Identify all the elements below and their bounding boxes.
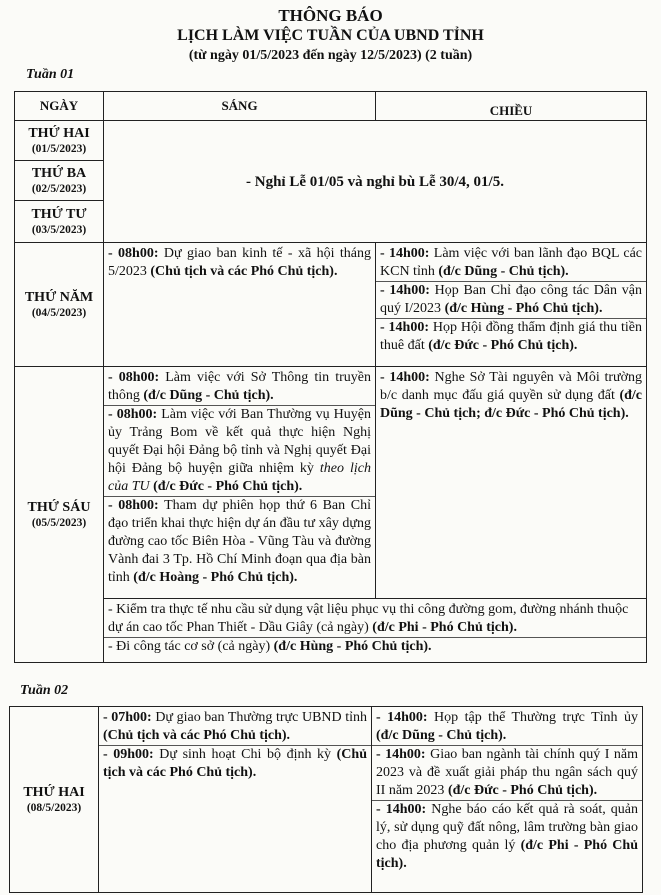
item-attendee: (đ/c Hùng - Phó Chủ tịch). [444, 301, 603, 316]
item-time: - 08h00: [108, 407, 158, 422]
row-mon-w2 [10, 707, 643, 893]
item-attendee: (đ/c Hùng - Phó Chủ tịch). [273, 639, 432, 654]
notice-title: THÔNG BÁO [278, 6, 383, 25]
day-date: (08/5/2023) [26, 802, 82, 814]
item-attendee: (đ/c Hoàng - Phó Chủ tịch). [133, 570, 298, 585]
row-fri-fullday [15, 599, 647, 663]
item-attendee: (đ/c Dũng - Chủ tịch). [143, 388, 274, 403]
item-time: - 14h00: [380, 320, 429, 335]
schedule-item [104, 637, 646, 656]
item-text: - Đi công tác cơ sở (cả ngày) [108, 639, 274, 654]
item-attendee: (đ/c Phi - Phó Chủ tịch). [376, 838, 638, 871]
item-time: - 14h00: [380, 370, 430, 385]
item-time: - 08h00: [108, 246, 159, 261]
mon-afternoon-cell-w2 [372, 707, 643, 893]
mon-morning-cell-w2 [99, 707, 372, 893]
week-1-table [14, 91, 647, 663]
item-attendee: (đ/c Dũng - Chủ tịch; đ/c Đức - Phó Chủ tịch). [380, 388, 642, 421]
fri-fullday-cell [104, 599, 647, 663]
item-time: - 09h00: [103, 747, 154, 762]
fri-morning-cell [104, 367, 376, 599]
day-date: (03/5/2023) [31, 224, 87, 236]
row-mon [15, 121, 647, 161]
item-time: - 08h00: [108, 498, 159, 513]
holiday-text: - Nghỉ Lễ 01/05 và nghỉ bù Lễ 30/4, 01/5. [246, 173, 504, 190]
row-fri [15, 367, 647, 599]
item-text: Dự giao ban kinh tế - xã hội tháng 5/2023 [108, 246, 371, 279]
item-attendee: (đ/c Dũng - Chủ tịch). [438, 264, 569, 279]
item-text: Làm việc với ban lãnh đạo BQL các KCN tỉnh [380, 246, 642, 279]
week-2-label: Tuần 02 [20, 683, 69, 698]
day-date: (02/5/2023) [31, 183, 87, 195]
week-1-label: Tuần 01 [26, 67, 75, 82]
item-text: Giao ban ngành tài chính quý I năm 2023 và đề xuất giải pháp thu ngân sách quý II năm 2023 [376, 747, 638, 798]
item-attendee: (đ/c Đức - Phó Chủ tịch). [149, 479, 303, 494]
item-text: Nghe Sở Tài nguyên và Môi trường b/c danh mục đấu giá quyền sử dụng đất [380, 370, 642, 403]
item-text: Làm việc với Sở Thông tin truyền thông [108, 370, 371, 403]
schedule-item [380, 245, 642, 281]
item-time: - 14h00: [380, 283, 430, 298]
schedule-item [99, 745, 371, 782]
item-time: - 14h00: [380, 246, 430, 261]
item-time: - 14h00: [376, 710, 428, 725]
item-attendee: (Chủ tịch và các Phó Chủ tịch). [103, 728, 291, 743]
thu-morning-cell [104, 243, 376, 367]
day-name: THỨ HAI [23, 785, 85, 800]
day-name: THỨ BA [31, 166, 87, 181]
item-time: - 07h00: [103, 710, 152, 725]
item-text: Dự giao ban Thường trực UBND tỉnh [151, 710, 367, 725]
schedule-item [376, 281, 646, 318]
item-note: theo lịch của TU [108, 461, 371, 494]
item-time: - 14h00: [376, 802, 427, 817]
holiday-cell [104, 121, 647, 243]
header-row [15, 92, 647, 121]
item-text: Họp tập thể Thường trực Tỉnh ủy [427, 710, 638, 725]
schedule-item [108, 369, 371, 405]
thu-afternoon-cell [376, 243, 647, 367]
day-cell-fri [15, 367, 104, 663]
col-header-day: NGÀY [15, 92, 104, 121]
item-text: Nghe báo cáo kết quả rà soát, quản lý, sử dụng quỹ đất nông, lâm trường bàn giao cho địa phương quản lý [376, 802, 638, 853]
date-range: (từ ngày 01/5/2023 đến ngày 12/5/2023) (2 tuần) [188, 48, 473, 63]
schedule-item [376, 709, 638, 745]
item-text: - Kiểm tra thực tế nhu cầu sử dụng vật liệu phục vụ thi công đường gom, đường nhánh thuộc dự án cao tốc Phan Thiết - Dầu Giây (cả ngày) [108, 602, 629, 635]
schedule-title: LỊCH LÀM VIỆC TUẦN CỦA UBND TỈNH [177, 27, 484, 44]
col-header-morning: SÁNG [104, 92, 376, 121]
day-name: THỨ HAI [28, 126, 90, 141]
day-cell-thu [15, 243, 104, 367]
schedule-item [376, 318, 646, 355]
schedule-item [372, 745, 642, 800]
schedule-item [108, 245, 371, 281]
item-attendee: (Chủ tịch và các Phó Chủ tịch). [150, 264, 338, 279]
day-name: THỨ SÁU [27, 500, 91, 515]
schedule-item [108, 601, 642, 637]
day-cell-wed [15, 201, 104, 243]
fri-afternoon-cell [376, 367, 647, 599]
row-thu [15, 243, 647, 367]
item-time: - 08h00: [108, 370, 160, 385]
week-2-table [9, 706, 643, 893]
item-text: Dự sinh hoạt Chi bộ định kỳ [153, 747, 337, 762]
item-attendee: (đ/c Dũng - Chủ tịch). [376, 728, 507, 743]
item-text: Tham dự phiên họp thứ 6 Ban Chỉ đạo triển khai thực hiện dự án đầu tư xây dựng đường cao tốc Biên Hòa - Vũng Tàu và đường Vành đai 3 Tp. Hồ Chí Minh đoạn qua địa bàn tỉnh [108, 498, 371, 585]
item-text: Làm việc với Ban Thường vụ Huyện ủy Trảng Bom về kết quả thực hiện Nghị quyết Đại hội Đảng bộ tỉnh và Nghị quyết Đại hội Đảng bộ huyện giữa nhiệm kỳ [108, 407, 371, 476]
col-header-afternoon: CHIỀU [376, 92, 647, 121]
day-date: (05/5/2023) [31, 517, 87, 529]
day-name: THỨ TƯ [31, 207, 87, 222]
item-attendee: (đ/c Đức - Phó Chủ tịch). [428, 338, 578, 353]
schedule-item [103, 709, 367, 745]
item-attendee: (đ/c Phi - Phó Chủ tịch). [372, 620, 517, 635]
item-text: Họp Ban Chỉ đạo công tác Dân vận quý I/2023 [380, 283, 642, 316]
item-attendee: (Chủ tịch và các Phó Chủ tịch). [103, 747, 367, 780]
item-time: - 14h00: [376, 747, 426, 762]
schedule-item [380, 369, 642, 423]
day-cell-mon [15, 121, 104, 161]
day-date: (01/5/2023) [31, 143, 87, 155]
day-name: THỨ NĂM [24, 290, 94, 305]
schedule-item [372, 800, 642, 873]
item-text: Họp Hội đồng thẩm định giá thu tiền thuê đất [380, 320, 642, 353]
schedule-item [104, 496, 375, 587]
item-attendee: (đ/c Đức - Phó Chủ tịch). [447, 783, 598, 798]
day-date: (04/5/2023) [31, 307, 87, 319]
day-cell-mon-w2 [10, 707, 99, 893]
day-cell-tue [15, 161, 104, 201]
schedule-item [104, 405, 375, 496]
